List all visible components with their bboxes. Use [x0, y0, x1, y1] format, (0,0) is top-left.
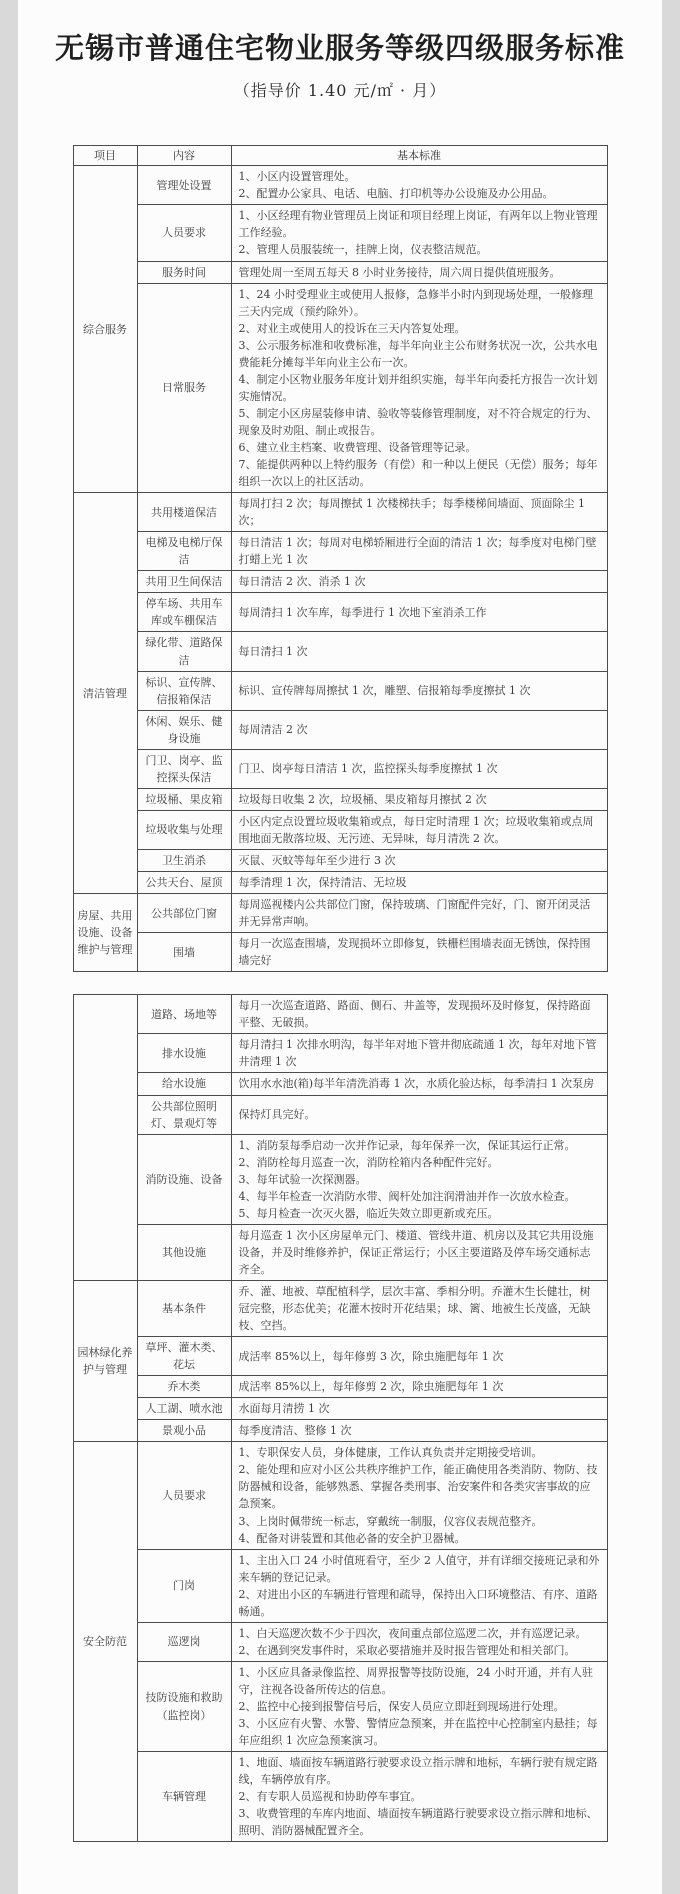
standard-paragraph: 3、每年试验一次探测器。 — [238, 1172, 367, 1186]
standard-cell — [231, 849, 607, 871]
standard-cell — [231, 788, 607, 810]
standard-cell — [231, 710, 607, 749]
standard-cell — [231, 1073, 607, 1095]
table-row — [73, 261, 607, 283]
standard-paragraph: 1、消防泵每季启动一次并作记录，每年保养一次，保证其运行正常。 — [238, 1138, 576, 1152]
standard-paragraph: 每日清扫 1 次 — [238, 644, 308, 658]
content-cell: 排水设施 — [137, 1034, 231, 1073]
standard-paragraph: 门卫、岗亭每日清洁 1 次，监控探头每季度擦拭 1 次 — [238, 762, 498, 776]
category-cell: 综合服务 — [73, 166, 137, 493]
content-cell: 停车场、共用车库或车棚保洁 — [137, 593, 231, 632]
standard-paragraph: 每周清扫 1 次车库，每季进行 1 次地下室消杀工作 — [238, 605, 487, 619]
standard-paragraph: 每日清洁 1 次；每周对电梯轿厢进行全面的清洁 1 次；每季度对电梯门壁打蜡上光 1 次 — [238, 536, 597, 567]
standard-paragraph: 乔、灌、地被、草配植科学，层次丰富、季相分明。乔灌木生长健壮，树冠完整，形态优美；花灌木按时开花结果；球、篱、地被生长茂盛，无缺枝、空挡。 — [238, 1284, 591, 1333]
standard-cell — [231, 1549, 607, 1622]
content-cell: 其他设施 — [137, 1224, 231, 1280]
content-cell: 人员要求 — [137, 205, 231, 261]
standard-paragraph: 每季度清洁、整修 1 次 — [238, 1424, 352, 1438]
table-row — [73, 933, 607, 972]
content-cell: 草坪、灌木类、花坛 — [137, 1337, 231, 1376]
table-header-row — [73, 146, 607, 166]
standard-cell — [231, 261, 607, 283]
standard-paragraph: 7、能提供两种以上特约服务（有偿）和一种以上便民（无偿）服务；每年组织一次以上的社区活动。 — [238, 458, 598, 489]
standard-cell — [231, 1280, 607, 1336]
standard-cell — [231, 1420, 607, 1442]
standard-paragraph: 4、每半年检查一次消防水带、阀杆处加注润滑油并作一次放水检查。 — [238, 1189, 576, 1203]
standard-paragraph: 2、配置办公家具、电话、电脑、打印机等办公设施及办公用品。 — [238, 187, 554, 201]
standard-paragraph: 1、白天巡逻次数不少于四次，夜间重点部位巡逻二次，并有巡逻记录。 — [238, 1626, 587, 1640]
standard-paragraph: 1、地面、墙面按车辆道路行驶要求设立指示牌和地标，车辆行驶有规定路线，车辆停放有序。 — [238, 1756, 598, 1787]
content-cell: 日常服务 — [137, 283, 231, 493]
standard-cell — [231, 1095, 607, 1134]
table-row — [73, 810, 607, 849]
content-cell: 共用楼道保洁 — [137, 493, 231, 532]
standard-paragraph: 6、建立业主档案、收费管理、设备管理等记录。 — [238, 441, 477, 454]
table-row — [73, 1337, 607, 1376]
table-row — [73, 632, 607, 671]
table-row — [73, 205, 607, 261]
standard-paragraph: 2、对业主或使用人的投诉在三天内答复处理。 — [238, 321, 466, 335]
standard-cell — [231, 749, 607, 788]
standard-paragraph: 饮用水水池(箱)每半年清洗消毒 1 次，水质化验达标，每季清扫 1 次泵房 — [238, 1077, 595, 1091]
standard-paragraph: 每周清洁 2 次 — [238, 723, 308, 737]
content-cell: 卫生消杀 — [137, 849, 231, 871]
content-cell: 公共部位照明灯、景观灯等 — [137, 1095, 231, 1134]
standard-paragraph: 1、小区应具备录像监控、周界报警等技防设施，24 小时开通，并有人驻守，注视各设备所传达的信息。 — [238, 1665, 593, 1696]
standard-paragraph: 每月巡查 1 次小区房屋单元门、楼道、管线井道、机房以及其它共用设施设备，并及时维修养护，保证正常运行；小区主要道路及停车场交通标志齐全。 — [238, 1228, 594, 1276]
content-cell: 人员要求 — [137, 1442, 231, 1549]
standard-cell — [231, 810, 607, 849]
header-content: 内容 — [137, 146, 231, 166]
standard-cell — [231, 532, 607, 571]
standard-cell — [231, 933, 607, 972]
content-cell: 基本条件 — [137, 1280, 231, 1336]
content-cell: 绿化带、道路保洁 — [137, 632, 231, 671]
standard-cell — [231, 1398, 607, 1420]
table-row — [73, 749, 607, 788]
content-cell: 乔木类 — [137, 1376, 231, 1398]
content-cell: 服务时间 — [137, 261, 231, 283]
standard-cell — [231, 1224, 607, 1280]
standard-paragraph: 保持灯具完好。 — [238, 1108, 316, 1122]
standard-cell — [231, 283, 607, 493]
table-row — [73, 1095, 607, 1134]
table-row — [73, 283, 607, 493]
standard-paragraph: 小区内定点设置垃圾收集箱或点，每日定时清理 1 次；垃圾收集箱或点周围地面无散落垃圾、无污迹、无异味，每月清洗 2 次。 — [238, 814, 594, 845]
table-row — [73, 1073, 607, 1095]
standard-cell — [231, 593, 607, 632]
standard-cell — [231, 872, 607, 894]
header-item: 项目 — [73, 146, 137, 166]
standard-cell — [231, 1752, 607, 1842]
table-row — [73, 1442, 607, 1549]
table-row — [73, 1622, 607, 1661]
standards-table-1 — [73, 145, 608, 972]
standard-paragraph: 每周打扫 2 次；每周擦拭 1 次楼梯扶手；每季楼梯间墙面、顶面除尘 1 次； — [238, 497, 585, 528]
standard-paragraph: 每周巡视楼内公共部位门窗，保持玻璃、门窗配件完好，门、窗开闭灵活并无异常声响。 — [238, 898, 591, 929]
standard-paragraph: 每季清理 1 次，保持清洁、无垃圾 — [238, 876, 407, 890]
table-row — [73, 1752, 607, 1842]
standard-paragraph: 成活率 85%以上，每年修剪 2 次，除虫施肥每年 1 次 — [238, 1380, 504, 1394]
page-title: 无锡市普通住宅物业服务等级四级服务标准 — [54, 31, 625, 65]
table-row — [73, 995, 607, 1034]
standard-paragraph: 管理处周一至周五每天 8 小时业务接待，周六周日提供值班服务。 — [238, 265, 561, 279]
table-row — [73, 849, 607, 871]
standard-paragraph: 3、公示服务标准和收费标准，每半年向业主公布财务状况一次，公共水电费能耗分摊每半年向业主公布一次。 — [238, 338, 598, 369]
table-row — [73, 1376, 607, 1398]
standard-paragraph: 3、小区应有火警、水警、警情应急预案，并在监控中心控制室内悬挂；每年应组织 1 次应急预案演习。 — [238, 1717, 598, 1748]
standard-paragraph: 2、监控中心接到报警信号后，保安人员应立即赶到现场进行处理。 — [238, 1700, 565, 1713]
standard-cell — [231, 671, 607, 710]
standards-table-2 — [73, 994, 608, 1842]
content-cell: 景观小品 — [137, 1420, 231, 1442]
standard-paragraph: 5、每月检查一次灭火器，临近失效立即更新或充压。 — [238, 1206, 499, 1220]
standard-paragraph: 标识、宣传牌每周擦拭 1 次，雕塑、信报箱每季度擦拭 1 次 — [238, 684, 531, 698]
standard-paragraph: 水面每月清捞 1 次 — [238, 1402, 330, 1416]
standard-paragraph: 2、对进出小区的车辆进行管理和疏导，保持出入口环境整洁、有序、道路畅通。 — [238, 1587, 598, 1618]
table-row — [73, 1134, 607, 1224]
standard-paragraph: 4、配备对讲装置和其他必备的安全护卫器械。 — [238, 1531, 466, 1545]
table-row — [73, 1398, 607, 1420]
standard-paragraph: 4、制定小区物业服务年度计划并组织实施，每半年向委托方报告一次计划实施情况。 — [238, 372, 598, 403]
standard-paragraph: 3、收费管理的车库内地面、墙面按车辆道路行驶要求设立指示牌和地标、照明、消防器械配置齐全。 — [238, 1807, 598, 1838]
content-cell: 标识、宣传牌、信报箱保洁 — [137, 671, 231, 710]
standard-cell — [231, 894, 607, 933]
standard-cell — [231, 205, 607, 261]
content-cell: 消防设施、设备 — [137, 1134, 231, 1224]
standard-cell — [231, 1661, 607, 1751]
standard-cell — [231, 1442, 607, 1549]
table-row — [73, 1034, 607, 1073]
table-row — [73, 671, 607, 710]
standard-paragraph: 1、主出入口 24 小时值班看守，至少 2 人值守，并有详细交接班记录和外来车辆的登记记录。 — [238, 1553, 600, 1584]
content-cell: 管理处设置 — [137, 166, 231, 205]
table-row — [73, 1549, 607, 1622]
category-cell: 安全防范 — [73, 1442, 137, 1842]
standard-paragraph: 垃圾每日收集 2 次，垃圾桶、果皮箱每月擦拭 2 次 — [238, 792, 487, 806]
standard-paragraph: 成活率 85%以上，每年修剪 3 次，除虫施肥每年 1 次 — [238, 1349, 504, 1363]
content-cell: 电梯及电梯厅保洁 — [137, 532, 231, 571]
table-row — [73, 788, 607, 810]
content-cell: 巡逻岗 — [137, 1622, 231, 1661]
content-cell: 给水设施 — [137, 1073, 231, 1095]
standard-cell — [231, 632, 607, 671]
content-cell: 车辆管理 — [137, 1752, 231, 1842]
header-standard: 基本标准 — [231, 146, 607, 166]
table-row — [73, 872, 607, 894]
standard-paragraph: 每月一次巡查道路、路面、侧石、井盖等，发现损坏及时修复，保持路面平整、无破损。 — [238, 999, 591, 1030]
category-cell — [73, 995, 137, 1281]
table-row — [73, 166, 607, 205]
standard-paragraph: 灭鼠、灭蚊等每年至少进行 3 次 — [238, 853, 396, 867]
table-row — [73, 894, 607, 933]
standard-paragraph: 1、小区经理有物业管理员上岗证和项目经理上岗证，有两年以上物业管理工作经验。 — [238, 209, 598, 240]
content-cell: 公共部位门窗 — [137, 894, 231, 933]
standard-paragraph: 3、上岗时佩带统一标志，穿戴统一制服，仪容仪表规范整齐。 — [238, 1514, 543, 1528]
standard-cell — [231, 995, 607, 1034]
content-cell: 围墙 — [137, 933, 231, 972]
table-row — [73, 1420, 607, 1442]
content-cell: 垃圾桶、果皮箱 — [137, 788, 231, 810]
content-cell: 休闲、娱乐、健身设施 — [137, 710, 231, 749]
standard-cell — [231, 571, 607, 593]
standard-paragraph: 1、小区内设置管理处。 — [238, 170, 356, 184]
standard-cell — [231, 1622, 607, 1661]
table-row — [73, 593, 607, 632]
content-cell: 技防设施和救助（监控岗） — [137, 1661, 231, 1751]
standard-paragraph: 1、专职保安人员，身体健康，工作认真负责并定期接受培训。 — [238, 1446, 543, 1460]
content-cell: 公共天台、屋顶 — [137, 872, 231, 894]
standard-paragraph: 2、能处理和应对小区公共秩序维护工作，能正确使用各类消防、物防、技防器械和设备，能够熟悉、掌握各类刑事、治安案件和各类灾害事故的应急预案。 — [238, 1463, 598, 1511]
standard-cell — [231, 1337, 607, 1376]
standard-paragraph: 2、管理人员服装统一，挂牌上岗，仪表整洁规范。 — [238, 243, 488, 257]
tables-container — [18, 145, 662, 1894]
table-row — [73, 493, 607, 532]
standard-cell — [231, 1034, 607, 1073]
table-row — [73, 710, 607, 749]
standard-paragraph: 1、24 小时受理业主或使用人报修，急修半小时内到现场处理，一般修理三天内完成（预约除外）。 — [238, 287, 593, 318]
table-row — [73, 1280, 607, 1336]
standard-paragraph: 每月清扫 1 次排水明沟，每半年对地下管井彻底疏通 1 次，每年对地下管井清理 1 次 — [238, 1038, 597, 1069]
table-row — [73, 1224, 607, 1280]
standard-cell — [231, 493, 607, 532]
page-subtitle: （指导价 1.40 元/㎡ · 月） — [233, 81, 447, 101]
standard-paragraph: 5、制定小区房屋装修申请、验收等装修管理制度，对不符合规定的行为、现象及时劝阻、制止或报告。 — [238, 406, 598, 437]
content-cell: 门卫、岗亭、监控探头保洁 — [137, 749, 231, 788]
content-cell: 门岗 — [137, 1549, 231, 1622]
standard-paragraph: 每月一次巡查围墙，发现损坏立即修复，铁栅栏围墙表面无锈蚀，保持围墙完好 — [238, 937, 591, 968]
standard-cell — [231, 1376, 607, 1398]
content-cell: 垃圾收集与处理 — [137, 810, 231, 849]
table-row — [73, 1661, 607, 1751]
standard-paragraph: 每日清洁 2 次、消杀 1 次 — [238, 575, 366, 589]
category-cell: 房屋、共用设施、设备维护与管理 — [73, 894, 137, 972]
standard-cell — [231, 166, 607, 205]
standard-paragraph: 2、消防栓每月巡查一次，消防栓箱内各种配件完好。 — [238, 1155, 499, 1169]
content-cell: 共用卫生间保洁 — [137, 571, 231, 593]
content-cell: 道路、场地等 — [137, 995, 231, 1034]
standard-paragraph: 2、在遇到突发事件时，采取必要措施并及时报告管理处和相关部门。 — [238, 1643, 576, 1657]
table-row — [73, 571, 607, 593]
table-row — [73, 532, 607, 571]
category-cell: 园林绿化养护与管理 — [73, 1280, 137, 1441]
standard-paragraph: 2、有专职人员巡视和协助停车事宜。 — [238, 1790, 422, 1804]
document-page — [9, 0, 671, 1894]
standard-cell — [231, 1134, 607, 1224]
content-cell: 人工湖、喷水池 — [137, 1398, 231, 1420]
category-cell: 清洁管理 — [73, 493, 137, 894]
